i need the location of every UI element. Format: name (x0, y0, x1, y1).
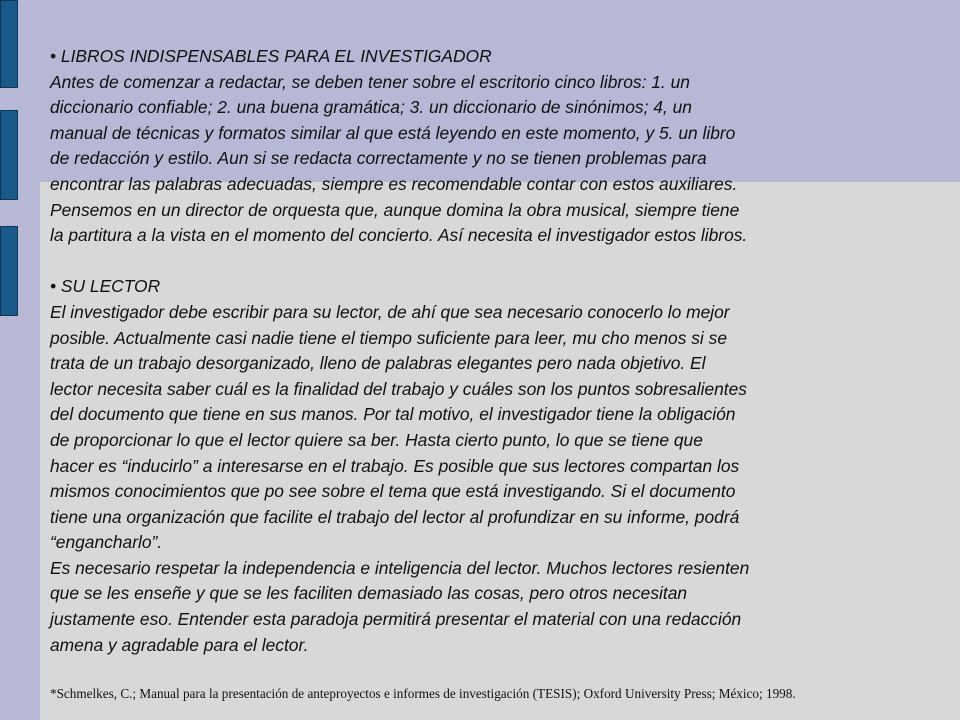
section-spacer (50, 249, 910, 275)
section-heading-lector: • SU LECTOR (50, 276, 161, 297)
decorative-bar-top (0, 0, 18, 88)
slide-content (50, 44, 910, 658)
section-body-libros: Antes de comenzar a redactar, se deben tener sobre el escritorio cinco libros: 1. un diccionario confiable; 2. una buena gramática; 3. un diccionario de sinónimos; 4, un manual de técnicas y formatos similar al que está leyendo en este momento, y 5. un libro de redacción y estilo. Aun si se redacta correctamente y no se tienen problemas para encontrar las palabras adecuadas, siempre es recomendable contar con estos auxiliares. Pensemos en un director de orquesta que, aunque domina la obra musical, siempre tiene la partitura a la vista en el momento del concierto. Así necesita el investigador estos libros. (50, 71, 748, 246)
section-heading-libros: • LIBROS INDISPENSABLES PARA EL INVESTIGADOR (50, 46, 492, 66)
decorative-bar-middle (0, 110, 18, 200)
section-body-lector-continued: Es necesario respetar la independencia e inteligencia del lector. Muchos lectores resienten que se les enseñe y que se les faciliten demasiado las cosas, pero otros necesitan justamente eso. Entender esta paradoja permitirá presentar el material con una redacción amena y agradable para el lector. (50, 557, 750, 655)
decorative-bar-bottom (0, 226, 18, 316)
footnote-citation: *Schmelkes, C.; Manual para la presentación de anteproyectos e informes de investigación (TESIS); Oxford University Press; México; 1998. (50, 686, 796, 701)
left-band (0, 0, 40, 720)
section-body-lector: El investigador debe escribir para su lector, de ahí que sea necesario conocerlo lo mejor posible. Actualmente casi nadie tiene el tiempo suficiente para leer, mu cho menos si se trata de un trabajo desorganizado, lleno de palabras elegantes pero nada objetivo. El lector necesita saber cuál es la finalidad del trabajo y cuáles son los puntos sobresalientes del documento que tiene en sus manos. Por tal motivo, el investigador tiene la obligación de proporcionar lo que el lector quiere sa ber. Hasta cierto punto, lo que se tiene que hacer es “inducirlo” a interesarse en el trabajo. Es posible que sus lectores compartan los mismos conocimientos que po see sobre el tema que está investigando. Si el documento tiene una organización que facilite el trabajo del lector al profundizar en su informe, podrá “engancharlo”. (50, 301, 748, 553)
